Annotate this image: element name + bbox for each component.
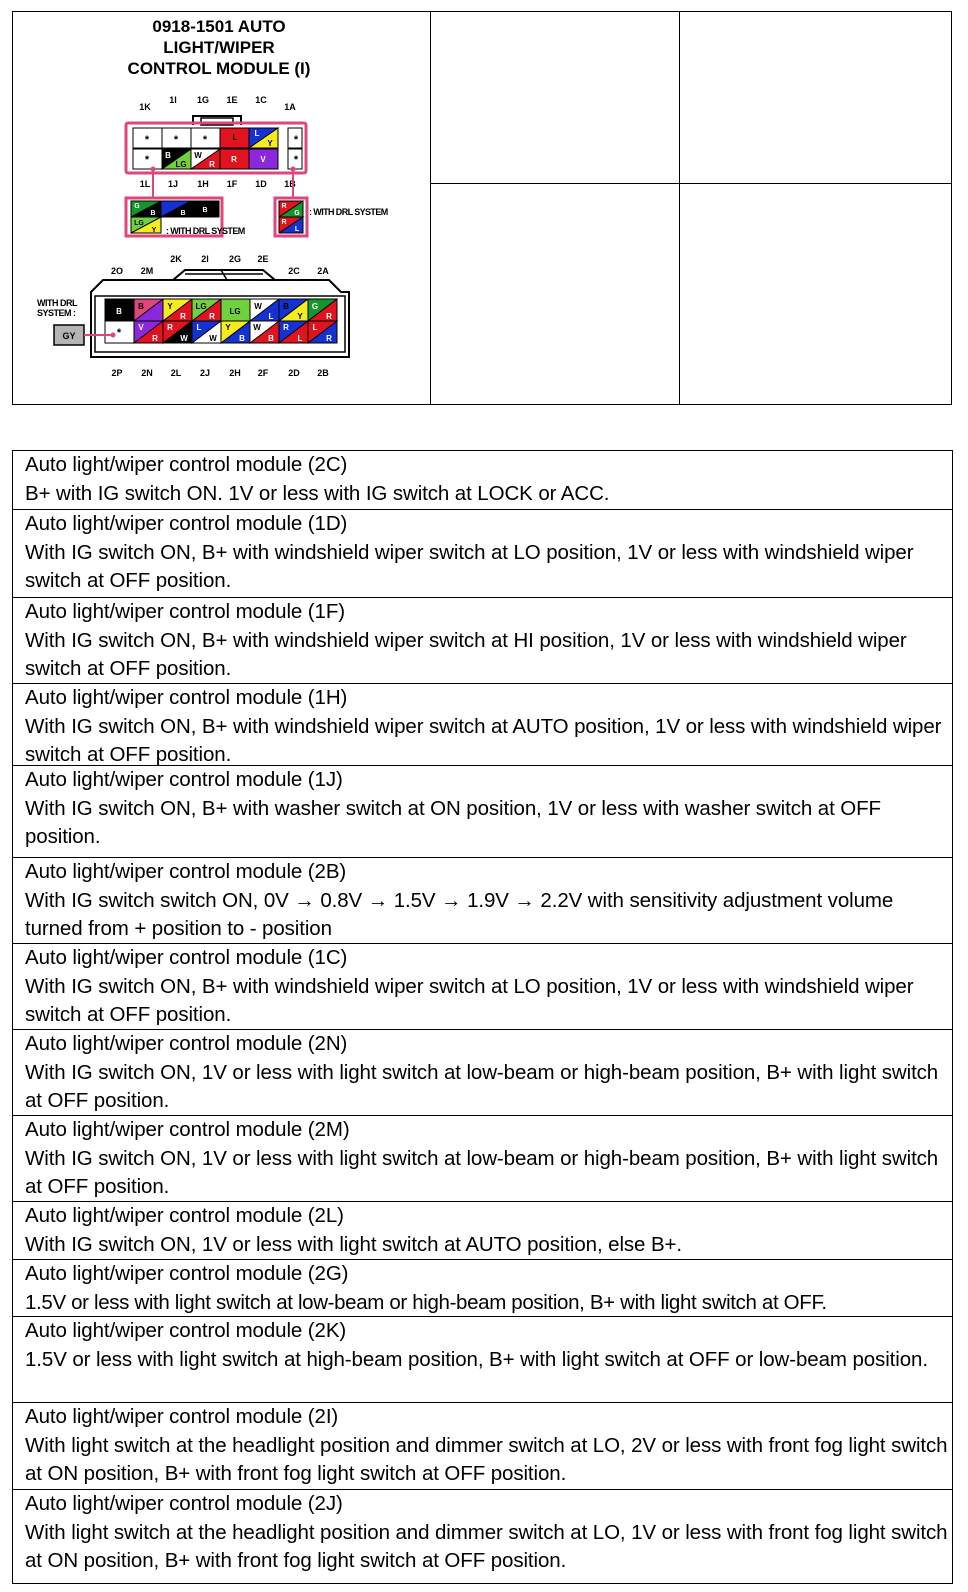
- row-title: Auto light/wiper control module (1H): [25, 686, 348, 709]
- pin-label-2N: 2N: [141, 368, 153, 378]
- wire-code: L: [294, 226, 300, 233]
- wire-code: R: [209, 160, 215, 169]
- row-title: Auto light/wiper control module (2L): [25, 1204, 344, 1227]
- pin-label-2K: 2K: [170, 254, 182, 264]
- connector-diagram-frame: [12, 11, 952, 405]
- row-body: With IG switch ON, 1V or less with light switch at AUTO position, else B+.: [25, 1232, 682, 1256]
- wire-code: W: [209, 334, 217, 343]
- row-body: 1.5V or less with light switch at high-beam position, B+ with light switch at OFF or low-beam position.: [25, 1347, 928, 1371]
- wire-code: G: [311, 302, 319, 311]
- pin-label-2C: 2C: [288, 266, 300, 276]
- drl-system-label: WITH DRL: [37, 298, 77, 308]
- pin-star: *: [293, 154, 299, 166]
- drl-system-label: SYSTEM :: [37, 308, 76, 318]
- row-title: Auto light/wiper control module (2K): [25, 1319, 347, 1342]
- wire-code: Y: [267, 139, 273, 148]
- pin-label-2L: 2L: [170, 368, 182, 378]
- wire-code: L: [312, 323, 318, 332]
- frame-divider-2: [679, 12, 680, 404]
- drl-note-right: : WITH DRL SYSTEM: [309, 207, 388, 217]
- table-row: [13, 1201, 952, 1259]
- wire-code: LG: [175, 160, 187, 169]
- wire-code: Y: [225, 323, 231, 332]
- wire-code: R: [281, 203, 287, 210]
- pin-label-2E: 2E: [257, 254, 269, 264]
- pin-label-2O: 2O: [110, 266, 124, 276]
- pin-label-1D: 1D: [255, 179, 267, 189]
- drl-note-left: : WITH DRL SYSTEM: [166, 226, 245, 236]
- pin-label-2M: 2M: [140, 266, 154, 276]
- pin-label-1A: 1A: [284, 102, 296, 112]
- pin-star: *: [202, 134, 208, 146]
- wire-code: R: [180, 312, 186, 321]
- pin-label-2I: 2I: [201, 254, 209, 264]
- connector-1: [126, 95, 306, 197]
- drl-gy-callout: [37, 298, 116, 345]
- gy-label: GY: [62, 331, 76, 341]
- row-body: 1.5V or less with light switch at low-beam or high-beam position, B+ with light switch at OFF.: [25, 1290, 827, 1314]
- frame-divider-horizontal: [431, 183, 951, 184]
- row-title: Auto light/wiper control module (2M): [25, 1118, 350, 1141]
- wire-code: B: [239, 334, 245, 343]
- wire-code: L: [268, 312, 274, 321]
- table-row: [13, 1115, 952, 1201]
- wire-code: W: [253, 323, 261, 332]
- table-row: [13, 1029, 952, 1115]
- pin-label-1B: 1B: [284, 179, 296, 189]
- wire-code: R: [281, 219, 287, 226]
- row-title: Auto light/wiper control module (2G): [25, 1262, 349, 1285]
- wire-code: R: [231, 155, 237, 164]
- table-row: [13, 857, 952, 943]
- pin-label-1I: 1I: [169, 95, 177, 105]
- pin-label-1F: 1F: [226, 179, 238, 189]
- pin-label-1C: 1C: [255, 95, 267, 105]
- table-row: [13, 943, 952, 1029]
- wire-code: B: [165, 151, 171, 160]
- table-row: [13, 451, 952, 509]
- drl-pins-right: [275, 198, 388, 236]
- wire-code: B: [283, 302, 289, 311]
- pin-star: *: [173, 134, 179, 146]
- table-row: [13, 1259, 952, 1316]
- row-title: Auto light/wiper control module (1J): [25, 768, 343, 791]
- wire-code: LG: [195, 302, 207, 311]
- pin-star: *: [293, 134, 299, 146]
- pin-label-2B: 2B: [317, 368, 329, 378]
- wire-code: LG: [229, 307, 241, 316]
- pin-label-1H: 1H: [197, 179, 209, 189]
- wire-code: R: [326, 312, 332, 321]
- wire-code: B: [138, 302, 144, 311]
- pin-label-1E: 1E: [226, 95, 238, 105]
- wire-code: B: [180, 210, 186, 217]
- wire-code: W: [254, 302, 262, 311]
- wire-code: W: [180, 334, 188, 343]
- wire-code: R: [283, 323, 289, 332]
- table-row: [13, 509, 952, 597]
- row-title: Auto light/wiper control module (1D): [25, 512, 348, 535]
- table-row: [13, 765, 952, 857]
- pin-star: *: [144, 134, 150, 146]
- row-body: With IG switch ON, B+ with windshield wiper switch at LO position, 1V or less with windshield wiper switch at OFF position.: [25, 540, 914, 592]
- row-body: With light switch at the headlight position and dimmer switch at LO, 2V or less with front fog light switch at ON position, B+ with front fog light switch at OFF position.: [25, 1433, 948, 1485]
- wire-code: R: [209, 312, 215, 321]
- row-body: With IG switch ON, B+ with windshield wiper switch at HI position, 1V or less with windshield wiper switch at OFF position.: [25, 628, 907, 680]
- wire-code: V: [138, 323, 144, 332]
- connector-2: [91, 254, 349, 378]
- pin-label-1L: 1L: [139, 179, 151, 189]
- row-title: Auto light/wiper control module (1C): [25, 946, 348, 969]
- wire-code: L: [254, 129, 260, 138]
- row-body: With IG switch ON, 1V or less with light switch at low-beam or high-beam position, B+ with light switch at OFF position.: [25, 1146, 939, 1198]
- terminal-description-table: [12, 450, 953, 1584]
- row-body: With IG switch ON, B+ with windshield wiper switch at AUTO position, 1V or less with windshield wiper switch at OFF position.: [25, 714, 942, 766]
- row-body: With IG switch ON, B+ with windshield wiper switch at LO position, 1V or less with windshield wiper switch at OFF position.: [25, 974, 914, 1026]
- row-body: With IG switch ON, B+ with washer switch at ON position, 1V or less with washer switch at OFF position.: [25, 796, 881, 848]
- row-body: With IG switch ON, 1V or less with light switch at low-beam or high-beam position, B+ with light switch at OFF position.: [25, 1060, 939, 1112]
- pin-label-1K: 1K: [139, 102, 151, 112]
- pin-label-2F: 2F: [257, 368, 269, 378]
- wire-code: L: [297, 334, 303, 343]
- table-row: [13, 597, 952, 683]
- wire-code: R: [167, 323, 173, 332]
- table-row: [13, 1402, 952, 1489]
- table-row: [13, 1316, 952, 1402]
- module-title-line: 0918-1501 AUTO: [152, 17, 286, 36]
- wire-code: R: [152, 334, 158, 343]
- wire-code: LG: [134, 220, 144, 227]
- row-title: Auto light/wiper control module (2J): [25, 1492, 343, 1515]
- pin-label-1J: 1J: [167, 179, 179, 189]
- pin-label-2J: 2J: [199, 368, 211, 378]
- table-row: [13, 1489, 952, 1583]
- pin-label-1G: 1G: [196, 95, 210, 105]
- table-row: [13, 683, 952, 765]
- pin-label-2G: 2G: [228, 254, 242, 264]
- module-title-line: CONTROL MODULE (I): [127, 59, 311, 78]
- wire-code: G: [294, 210, 300, 217]
- wire-code: B: [150, 210, 156, 217]
- row-title: Auto light/wiper control module (2I): [25, 1405, 339, 1428]
- row-body: B+ with IG switch ON. 1V or less with IG switch at LOCK or ACC.: [25, 481, 610, 505]
- wire-code: L: [196, 323, 202, 332]
- wire-code: B: [268, 334, 274, 343]
- wire-code: V: [260, 155, 266, 164]
- row-body: With light switch at the headlight position and dimmer switch at LO, 1V or less with front fog light switch at ON position, B+ with front fog light switch at OFF position.: [25, 1520, 948, 1572]
- pin-star: *: [116, 327, 122, 339]
- row-title: Auto light/wiper control module (1F): [25, 600, 345, 623]
- wire-code: Y: [297, 312, 303, 321]
- wire-code: G: [134, 203, 140, 210]
- wire-code: B: [202, 207, 208, 214]
- pin-label-2P: 2P: [111, 368, 123, 378]
- pin-label-2H: 2H: [229, 368, 241, 378]
- wire-code: B: [116, 307, 122, 316]
- module-title-line: LIGHT/WIPER: [163, 38, 275, 57]
- pin-label-2A: 2A: [317, 266, 329, 276]
- wire-code: Y: [167, 302, 173, 311]
- wire-code: L: [232, 133, 238, 142]
- row-body: With IG switch switch ON, 0V → 0.8V → 1.5V → 1.9V → 2.2V with sensitivity adjustment volume turned from + position to - position: [25, 888, 894, 940]
- row-title: Auto light/wiper control module (2N): [25, 1032, 348, 1055]
- wire-code: W: [194, 151, 202, 160]
- wire-code: R: [326, 334, 332, 343]
- drl-pins-left: [126, 198, 245, 236]
- connector-pinout: [13, 12, 431, 404]
- wire-code: Y: [151, 227, 157, 234]
- row-title: Auto light/wiper control module (2B): [25, 860, 347, 883]
- row-title: Auto light/wiper control module (2C): [25, 453, 348, 476]
- pin-star: *: [144, 154, 150, 166]
- pin-label-2D: 2D: [288, 368, 300, 378]
